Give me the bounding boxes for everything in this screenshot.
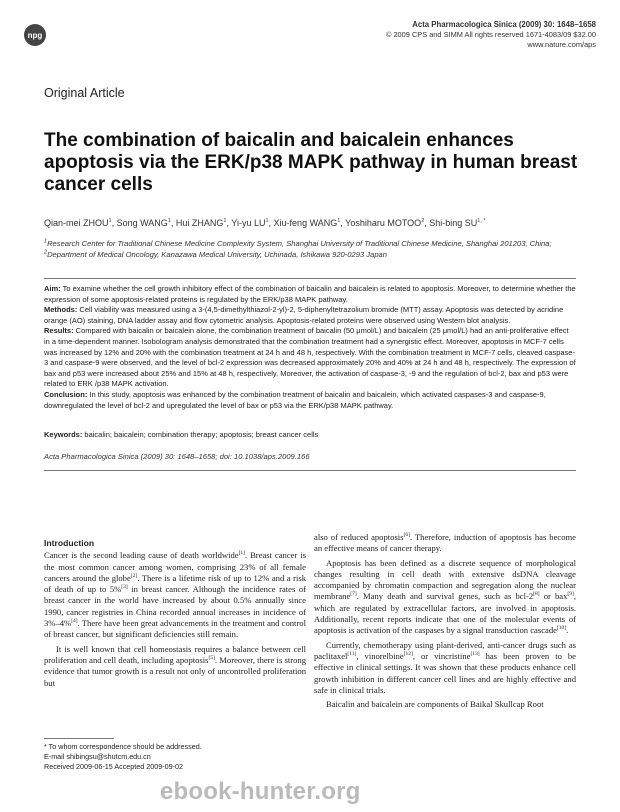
journal-line: Acta Pharmacologica Sinica (2009) 30: 1648–1658 bbox=[412, 20, 596, 29]
body-column-right bbox=[314, 532, 576, 713]
introduction-heading: Introduction bbox=[44, 538, 95, 548]
body-paragraph: also of reduced apoptosis[6]. Therefore, induction of apoptosis has become an effective means of cancer therapy. bbox=[314, 532, 576, 554]
ref-link[interactable]: [7] bbox=[350, 591, 357, 598]
watermark: ebook-hunter.org bbox=[160, 778, 361, 805]
body-paragraph: Cancer is the second leading cause of death worldwide[1]. Breast cancer is the most common cancer among women, comprising 23% of all female cancers around the globe[2]. There is a lifetime risk of up to 12% and a risk of death of up to 5%[3] in breast cancer. Although the incidence rates of breast cancer in the world have increased by about 0.5% annually since 1990, cancer registries in China recorded annual increases in incidence of 3%–4%[4]. There have been great advancements in the treatment and control of breast cancer, but significant deficiencies still remain. bbox=[44, 550, 307, 640]
ref-link[interactable]: [2] bbox=[130, 573, 138, 580]
ref-link[interactable]: [11] bbox=[347, 651, 357, 658]
email-line[interactable]: E-mail shibingsu@shutcm.edu.cn bbox=[44, 751, 151, 761]
ref-link[interactable]: [6] bbox=[403, 532, 410, 539]
ref-link[interactable]: [8] bbox=[533, 591, 540, 598]
author: Yi-yu $LU^1$ bbox=[231, 218, 269, 228]
abstract-conclusion: Conclusion: In this study, apoptosis was enhanced by the combination treatment of baicalin and baicalein, which activated caspases-3 and caspase-9, downregulated the level of bcl-2 and upregulated the level of bax or p53 via the ERK/p38 MAPK pathway. bbox=[44, 389, 546, 410]
journal-url[interactable]: www.nature.com/aps bbox=[527, 40, 596, 49]
affiliations: $^1$Research Center for Traditional Chinese Medicine Complexity System, Shanghai University of Traditional Chinese Medicine, Shanghai 201203, China; $^2$Department of Medical Oncology, Kanazawa Medical University, Uchinada, Ishikawa 920-0293 Japan bbox=[44, 238, 552, 259]
author: Shi-bing $SU^{1, *}$ bbox=[429, 218, 486, 228]
article-title: The combination of baicalin and baicalein enhances apoptosis via the ERK/p38 MAPK pathway in human breast cancer cells bbox=[44, 130, 578, 195]
footnote-divider bbox=[44, 738, 114, 739]
abstract-top-divider bbox=[44, 278, 576, 279]
ref-link[interactable]: [5] bbox=[208, 655, 215, 662]
received-dates: Received 2009-06-15 Accepted 2009-09-02 bbox=[44, 761, 184, 771]
ref-link[interactable]: [9] bbox=[567, 591, 574, 598]
abstract-bottom-divider bbox=[44, 470, 576, 471]
author: Song WANG$^1$ bbox=[116, 218, 171, 228]
ref-link[interactable]: [4] bbox=[71, 618, 78, 625]
ref-link[interactable]: [3] bbox=[121, 584, 128, 591]
author: Yoshiharu MOTOO$^2$ bbox=[345, 218, 425, 228]
author-list: Qian-mei ZHOU$^1$, Song WANG$^1$, Hui ZHANG$^1$, Yi-yu $LU^1$, Xiu-feng WANG$^1$, Yoshiharu MOTOO$^2$, Shi-bing $SU^{1, *}$ bbox=[44, 218, 486, 228]
author: Xiu-feng WANG$^1$ bbox=[273, 218, 341, 228]
body-paragraph: Baicalin and baicalein are components of Baikal Skullcap Root bbox=[326, 699, 544, 710]
npg-logo: npg bbox=[24, 24, 46, 46]
ref-link[interactable]: [12] bbox=[403, 651, 413, 658]
ref-link[interactable]: [1] bbox=[238, 550, 246, 557]
journal-header bbox=[386, 20, 596, 50]
footnotes bbox=[44, 742, 202, 771]
author: Hui ZHANG$^1$ bbox=[175, 218, 227, 228]
abstract-methods: Methods: Cell viability was measured using a 3-(4,5-dimethylthiazol-2-yl)-2, 5-diphenyltetrazolium bromide (MTT) assay. Apoptosis was detected by acridine orange (AO) staining, DNA ladder assay and flow cytometric analysis. Apoptosis-related proteins were observed using Western blot analysis. bbox=[44, 305, 564, 325]
ref-link[interactable]: [13] bbox=[470, 651, 480, 658]
abstract-results: Results: Compared with baicalin or baicalein alone, the combination treatment of baicalin (50 μmol/L) and baicalein (25 μmol/L) had an anti-proliferative effect in a time-dependent manner. Isobologram analysis demonstrated that the combination treatment had a synergistic effect. Moreover, apoptosis in MCF-7 cells was increased by 12% and 20% with the combination treatment at 24 h and 48 h, respectively. With the combination treatment in MCF-7 cells, cleaved caspase-3 and caspase-9 were observed, and the level of bcl-2 expression was decreased approximately 20% and 40% at 24 h and 48 h, respectively. The expression of bax and p53 were increased about 25% and 15% at 48 h, respectively. Moreover, the activation of caspase-3, -9 and the regulation of bcl-2, bax and p53 were related to ERK /p38 MAPK activation. bbox=[44, 326, 576, 389]
abstract-aim: Aim: To examine whether the cell growth inhibitory effect of the combination of baicalin and baicalein is related to apoptosis. Moreover, to determine whether the expression of some apoptosis-related proteins is regulated by the ERK/p38 MAPK pathway. bbox=[44, 284, 576, 304]
body-paragraph: It is well known that cell homeostasis requires a balance between cell proliferation and cell death, including apoptosis[5]. Moreover, there is strong evidence that tumor growth is a result not only of uncontrolled proliferation but bbox=[44, 643, 306, 688]
abstract bbox=[44, 284, 576, 411]
citation-line: Acta Pharmacologica Sinica (2009) 30: 1648–1658; doi: 10.1038/aps.2009.166 bbox=[44, 452, 310, 461]
keywords: Keywords: baicalin; baicalein; combination therapy; apoptosis; breast cancer cells bbox=[44, 430, 319, 439]
copyright-line: © 2009 CPS and SIMM All rights reserved 1671-4083/09 $32.00 bbox=[385, 30, 596, 39]
body-paragraph: Currently, chemotherapy using plant-derived, anti-cancer drugs such as paclitaxel[11], vinorelbine[12], or vincristine[13] has been proven to be effective in clinical settings. It was shown that these products enhance cell growth inhibition in different cancer cell lines and are highly effective and safe in clinical trials. bbox=[314, 639, 576, 695]
correspondence-note: * To whom correspondence should be addressed. bbox=[44, 742, 202, 751]
ref-link[interactable]: [10] bbox=[556, 625, 567, 632]
body-paragraph: Apoptosis has been defined as a discrete sequence of morphological changes resulting in cell death with extensive dsDNA cleavage accompanied by chromatin compaction and segregation along the nuclear membrane[7]. Many death and survival genes, such as bcl-2[8] or bax[9], which are regulated by extracellular factors, are involved in apoptosis. Additionally, recent reports indicate that one of the molecular events of apoptosis is activation of the caspases by a signal transduction cascade[10]. bbox=[314, 557, 576, 636]
body-column-left bbox=[44, 538, 306, 692]
author: Qian-mei ZHOU$^1$ bbox=[44, 218, 112, 228]
article-type-label: Original Article bbox=[44, 86, 125, 100]
